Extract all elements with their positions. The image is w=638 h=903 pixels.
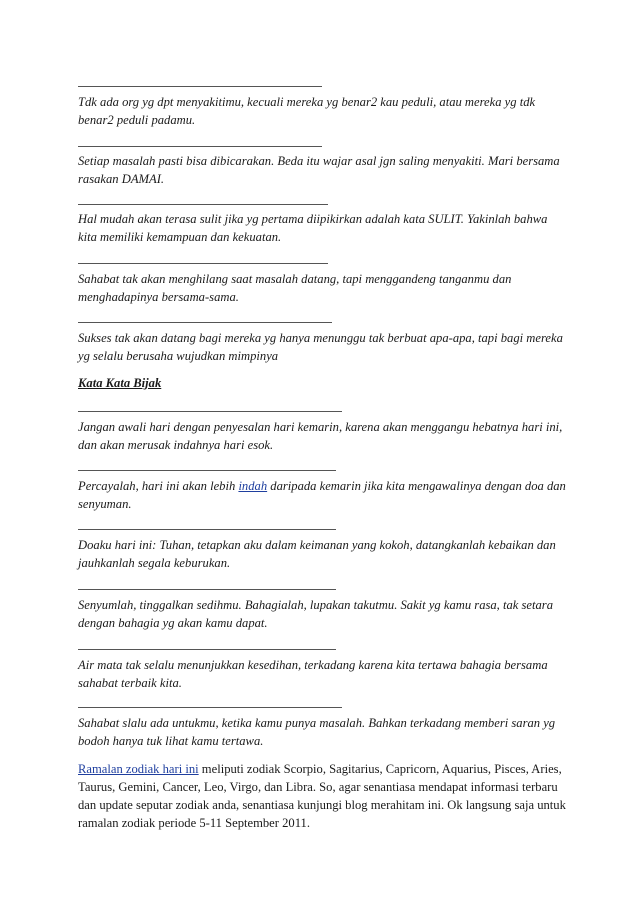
quote-4: Sahabat tak akan menghilang saat masalah datang, tapi menggandeng tanganmu dan menghadapinya bersama-sama. — [78, 272, 512, 304]
quote-11: Sahabat slalu ada untukmu, ketika kamu punya masalah. Bahkan terkadang memberi saran yg bodoh hanya tuk lihat kamu tertawa. — [78, 716, 556, 748]
separator-line — [78, 529, 336, 530]
separator-line — [78, 589, 336, 590]
quote-1: Tdk ada org yg dpt menyakitimu, kecuali mereka yg benar2 kau peduli, atau mereka yg tdk benar2 peduli padamu. — [78, 95, 536, 127]
separator-line — [78, 411, 342, 412]
zodiak-link[interactable]: Ramalan zodiak hari ini — [78, 762, 199, 776]
quote-5: Sukses tak akan datang bagi mereka yg hanya menunggu tak berbuat apa-apa, tapi bagi mereka yg selalu berusaha wujudkan mimpinya — [78, 331, 563, 363]
quote-10: Air mata tak selalu menunjukkan kesedihan, terkadang karena kita tertawa bahagia bersama sahabat terbaik kita. — [78, 658, 548, 690]
separator-line — [78, 263, 328, 264]
separator-line — [78, 322, 332, 323]
section-heading: Kata Kata Bijak — [78, 376, 162, 390]
separator-line — [78, 470, 336, 471]
separator-line — [78, 707, 342, 708]
separator-line — [78, 86, 322, 87]
quote-3: Hal mudah akan terasa sulit jika yg pertama diipikirkan adalah kata SULIT. Yakinlah bahwa kita memiliki kemampuan dan kekuatan. — [78, 212, 548, 244]
closing-paragraph: Ramalan zodiak hari ini meliputi zodiak Scorpio, Sagitarius, Capricorn, Aquarius, Pisces, Aries, Taurus, Gemini, Cancer, Leo, Virgo, dan Libra. So, agar senantiasa mendapat informasi terbaru dan update seputar zodiak anda, senantiasa kunjungi blog merahitam ini. Ok langsung saja untuk ramalan zodiak periode 5-11 September 2011. — [78, 762, 566, 830]
separator-line — [78, 649, 336, 650]
quote-7: Percayalah, hari ini akan lebih indah daripada kemarin jika kita mengawalinya dengan doa dan senyuman. — [78, 479, 566, 511]
quote-9: Senyumlah, tinggalkan sedihmu. Bahagialah, lupakan takutmu. Sakit yg kamu rasa, tak setara dengan bahagia yg akan kamu dapat. — [78, 598, 554, 630]
quote-6: Jangan awali hari dengan penyesalan hari kemarin, karena akan menggangu hebatnya hari ini, dan akan merusak indahnya hari esok. — [78, 420, 563, 452]
separator-line — [78, 146, 322, 147]
indah-link[interactable]: indah — [238, 479, 268, 493]
quote-8: Doaku hari ini: Tuhan, tetapkan aku dalam keimanan yang kokoh, datangkanlah kebaikan dan jauhkanlah segala keburukan. — [78, 538, 556, 570]
separator-line — [78, 204, 328, 205]
quote-2: Setiap masalah pasti bisa dibicarakan. Beda itu wajar asal jgn saling menyakiti. Mari bersama rasakan DAMAI. — [78, 154, 560, 186]
